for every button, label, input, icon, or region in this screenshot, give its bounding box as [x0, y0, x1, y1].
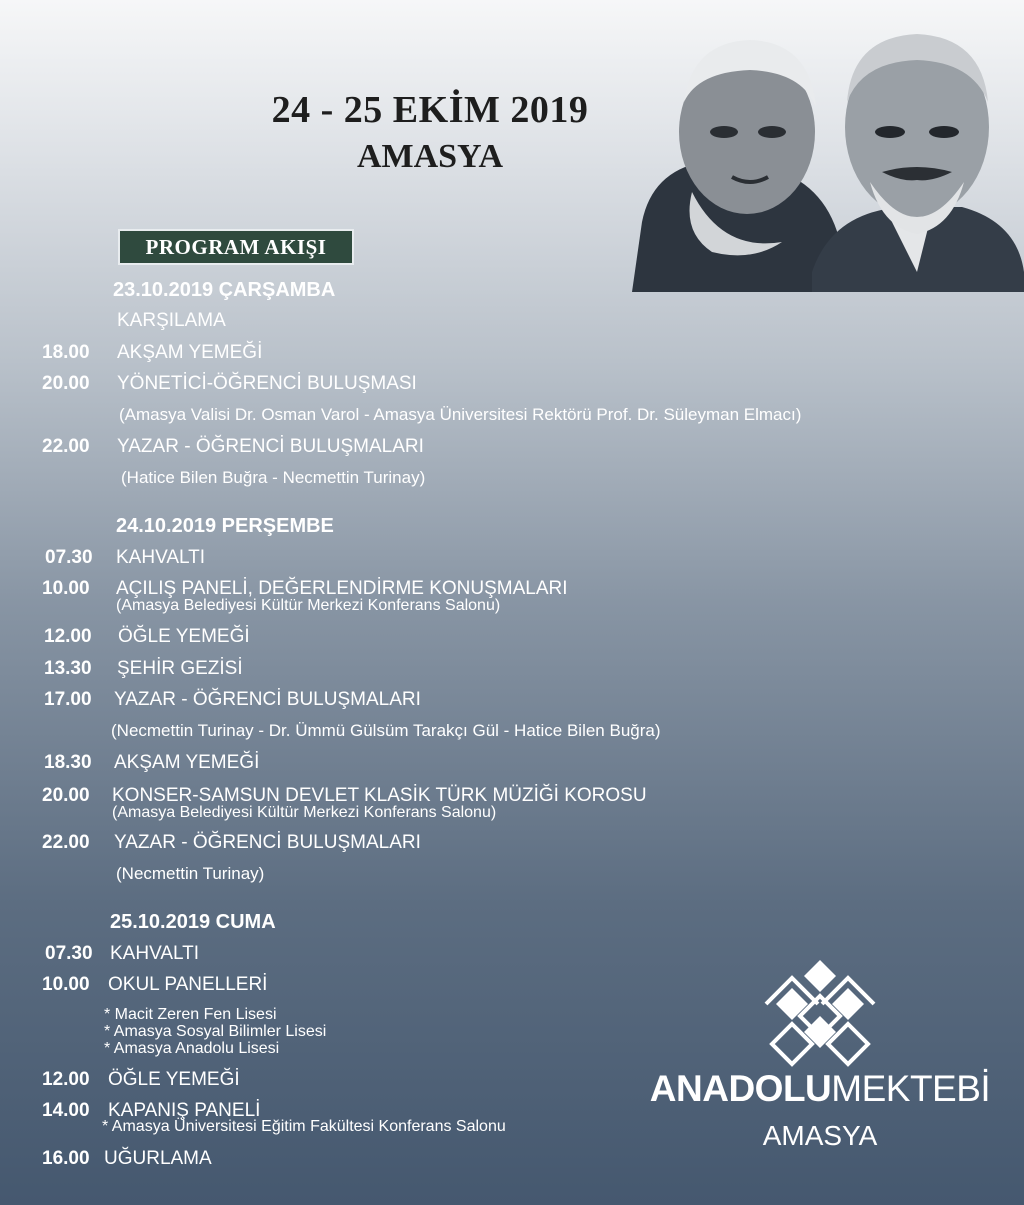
- day1-welcome: KARŞILAMA: [117, 310, 226, 331]
- day3-time-3: 12.00: [42, 1069, 90, 1090]
- portrait-left: [632, 40, 842, 292]
- day2-time-8: 22.00: [42, 832, 90, 853]
- day2-date: 24.10.2019 PERŞEMBE: [116, 515, 334, 537]
- portrait-right: [812, 34, 1024, 292]
- day2-time-2: 10.00: [42, 578, 90, 599]
- day3-school-2: * Amasya Sosyal Bilimler Lisesi: [104, 1023, 327, 1040]
- brand-name-light: MEKTEBİ: [831, 1068, 991, 1109]
- program-title-badge: PROGRAM AKIŞI: [118, 229, 354, 265]
- day1-event-3: YAZAR - ÖĞRENCİ BULUŞMALARI: [117, 436, 424, 457]
- day1-event-1: AKŞAM YEMEĞİ: [117, 342, 263, 363]
- day1-date: 23.10.2019 ÇARŞAMBA: [113, 279, 336, 301]
- day3-date: 25.10.2019 CUMA: [110, 911, 276, 933]
- day3-event-3: ÖĞLE YEMEĞİ: [108, 1069, 240, 1090]
- day2-event-1: KAHVALTI: [116, 547, 206, 568]
- brand-name-bold: ANADOLU: [649, 1068, 832, 1109]
- day1-time-1: 18.00: [42, 342, 90, 363]
- day2-event-5-detail: (Necmettin Turinay - Dr. Ümmü Gülsüm Tarakçı Gül - Hatice Bilen Buğra): [111, 721, 661, 740]
- event-date: 24 - 25 EKİM 2019: [271, 89, 589, 131]
- day3-event-4-detail: * Amasya Üniversitesi Eğitim Fakültesi Konferans Salonu: [102, 1118, 506, 1135]
- day1-time-3: 22.00: [42, 436, 90, 457]
- day2-time-5: 17.00: [44, 689, 92, 710]
- day2-time-6: 18.30: [44, 752, 92, 773]
- day1-event-2: YÖNETİCİ-ÖĞRENCİ BULUŞMASI: [117, 373, 417, 394]
- event-city: AMASYA: [356, 138, 504, 175]
- day2-event-3: ÖĞLE YEMEĞİ: [118, 626, 250, 647]
- day3-time-5: 16.00: [42, 1148, 90, 1169]
- anadolu-mektebi-logo-icon: [762, 958, 878, 1068]
- day2-event-8-detail: (Necmettin Turinay): [116, 864, 265, 883]
- day3-event-5: UĞURLAMA: [104, 1148, 212, 1169]
- day3-time-1: 07.30: [45, 943, 93, 964]
- day3-event-2: OKUL PANELLERİ: [108, 974, 268, 995]
- day3-event-1: KAHVALTI: [110, 943, 200, 964]
- day1-event-2-detail: (Amasya Valisi Dr. Osman Varol - Amasya Üniversitesi Rektörü Prof. Dr. Süleyman Elmacı): [119, 405, 802, 424]
- day3-time-4: 14.00: [42, 1100, 90, 1121]
- portraits-image: [632, 22, 1024, 292]
- day2-event-5: YAZAR - ÖĞRENCİ BULUŞMALARI: [114, 689, 421, 710]
- day2-event-2: AÇILIŞ PANELİ, DEĞERLENDİRME KONUŞMALARI: [116, 578, 568, 599]
- day2-event-7: KONSER-SAMSUN DEVLET KLASİK TÜRK MÜZİĞİ KOROSU: [112, 785, 647, 806]
- day2-time-3: 12.00: [44, 626, 92, 647]
- day2-time-1: 07.30: [45, 547, 93, 568]
- day3-school-3: * Amasya Anadolu Lisesi: [104, 1040, 280, 1057]
- brand-city: AMASYA: [762, 1120, 878, 1151]
- day3-time-2: 10.00: [42, 974, 90, 995]
- day1-event-3-detail: (Hatice Bilen Buğra - Necmettin Turinay): [121, 468, 426, 487]
- day2-event-2-detail: (Amasya Belediyesi Kültür Merkezi Konferans Salonu): [116, 597, 501, 614]
- day2-event-7-detail: (Amasya Belediyesi Kültür Merkezi Konferans Salonu): [112, 804, 497, 821]
- day2-time-7: 20.00: [42, 785, 90, 806]
- day2-event-6: AKŞAM YEMEĞİ: [114, 752, 260, 773]
- day1-time-2: 20.00: [42, 373, 90, 394]
- day2-event-4: ŞEHİR GEZİSİ: [117, 658, 243, 679]
- brand-name: [640, 1068, 1000, 1110]
- day3-event-4: KAPANIŞ PANELİ: [108, 1100, 261, 1121]
- day3-school-1: * Macit Zeren Fen Lisesi: [104, 1006, 277, 1023]
- day2-event-8: YAZAR - ÖĞRENCİ BULUŞMALARI: [114, 832, 421, 853]
- day2-time-4: 13.30: [44, 658, 92, 679]
